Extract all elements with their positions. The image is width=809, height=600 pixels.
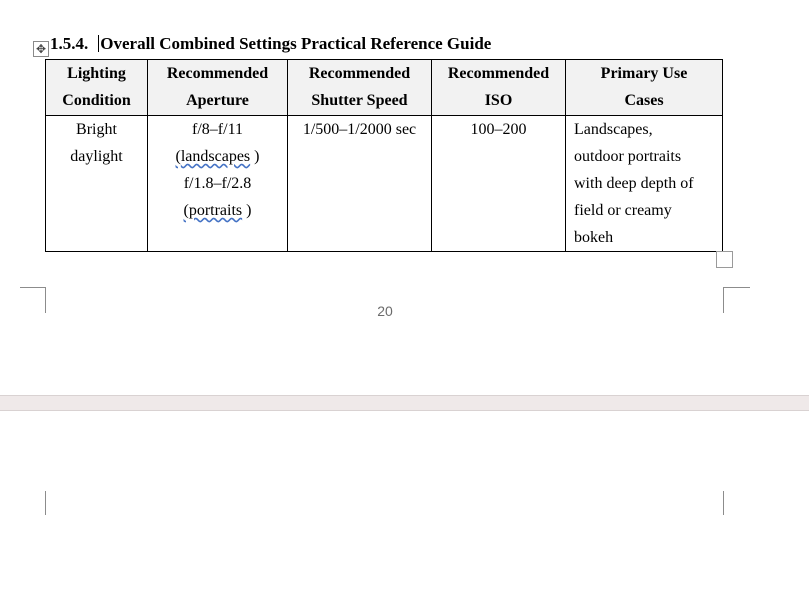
header-primary-use-cases[interactable]: Primary Use Cases [566,60,723,116]
header-recommended-shutter-speed[interactable]: Recommended Shutter Speed [288,60,432,116]
section-number: 1.5.4. [50,34,89,53]
crop-mark-bottom-right-vertical [723,287,724,313]
spellcheck-word-portraits[interactable]: portraits [188,202,243,219]
table-row [46,116,723,252]
header-recommended-aperture[interactable]: Recommended Aperture [148,60,288,116]
table-header-row [46,60,723,116]
section-title: Overall Combined Settings Practical Reference Guide [100,34,492,53]
reference-table[interactable] [45,59,723,252]
table-move-handle-icon[interactable]: ✥ [33,41,49,57]
cell-lighting[interactable]: Bright daylight [46,116,148,252]
header-recommended-iso[interactable]: Recommended ISO [432,60,566,116]
next-page [0,411,809,600]
crop-mark-bottom-left-vertical [45,287,46,313]
page-gap [0,395,809,411]
crop-mark-top-right-vertical [723,491,724,515]
cell-aperture[interactable]: f/8–f/11 (landscapes ) f/1.8–f/2.8 (portraits ) [148,116,288,252]
crop-mark-top-left-vertical [45,491,46,515]
spellcheck-word-landscapes[interactable]: landscapes [180,148,251,165]
section-heading [50,34,491,54]
cell-shutter-speed[interactable]: 1/500–1/2000 sec [288,116,432,252]
page-number: 20 [377,303,393,319]
crop-mark-bottom-right [723,287,750,288]
crop-mark-bottom-left [20,287,45,288]
cell-primary-use-cases[interactable]: Landscapes, outdoor portraits with deep depth of field or creamy bokeh [566,116,723,252]
header-lighting-condition[interactable]: Lighting Condition [46,60,148,116]
table-resize-handle-icon[interactable] [716,251,733,268]
cell-iso[interactable]: 100–200 [432,116,566,252]
